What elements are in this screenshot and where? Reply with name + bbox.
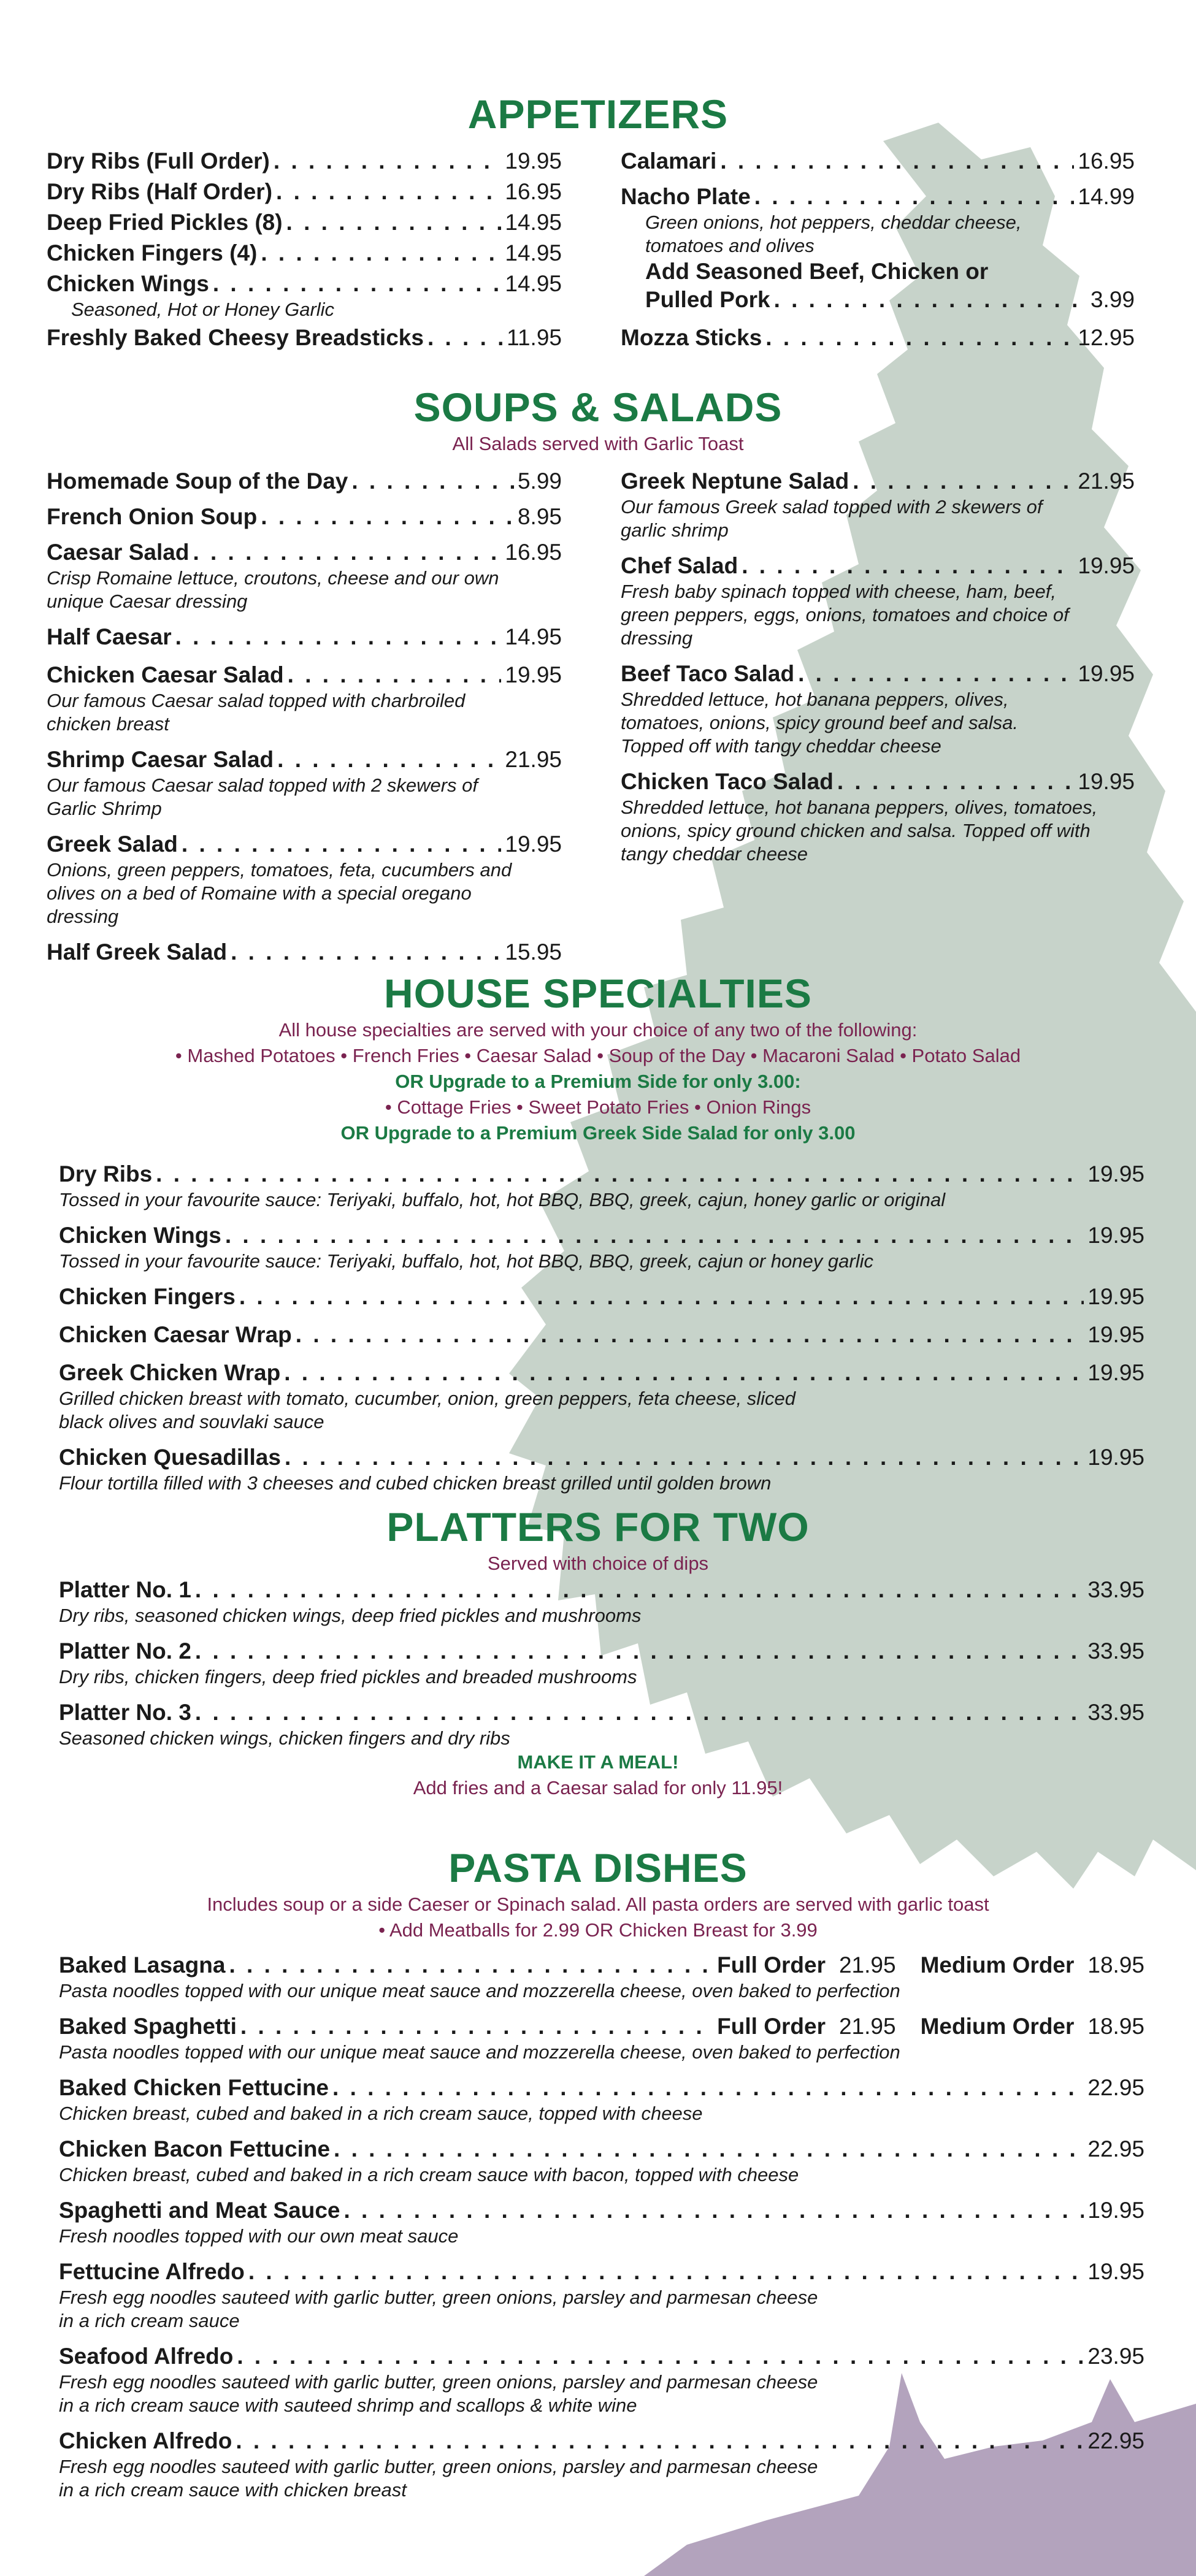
item-name: Chicken Taco Salad bbox=[621, 769, 834, 794]
item-price: 19.95 bbox=[1078, 769, 1135, 794]
meal-upgrade-title: MAKE IT A MEAL! bbox=[517, 1751, 679, 1773]
item-name: Dry Ribs bbox=[59, 1161, 153, 1187]
menu-item bbox=[47, 746, 562, 820]
item-price: 33.95 bbox=[1087, 1638, 1144, 1664]
item-price: 19.95 bbox=[1087, 2198, 1144, 2223]
appetizers-heading: APPETIZERS bbox=[467, 91, 729, 137]
item-price: 19.95 bbox=[505, 662, 562, 687]
item-price: 19.95 bbox=[1087, 1161, 1144, 1187]
menu-item bbox=[59, 1576, 1144, 1627]
full-order-label: Full Order bbox=[717, 2014, 826, 2039]
addon-line: Pulled Pork bbox=[645, 287, 770, 312]
house-sides-intro: All house specialties are served with your choice of any two of the following: bbox=[278, 1019, 918, 1041]
item-price: 5.99 bbox=[517, 468, 562, 494]
item-price: 22.95 bbox=[1087, 2428, 1144, 2453]
menu-item bbox=[47, 147, 562, 175]
addon-price: 3.99 bbox=[1090, 287, 1135, 312]
item-description: Dry ribs, chicken fingers, deep fried pickles and breaded mushrooms bbox=[59, 1666, 637, 1687]
menu-item bbox=[47, 623, 562, 651]
menu-item bbox=[621, 552, 1135, 650]
item-price: 19.95 bbox=[1087, 1223, 1144, 1248]
platters-list bbox=[59, 1576, 1144, 1760]
item-name: Greek Salad bbox=[47, 831, 178, 857]
menu-item bbox=[59, 1637, 1144, 1689]
pasta-heading: PASTA DISHES bbox=[448, 1845, 748, 1890]
menu-item bbox=[59, 1321, 1144, 1349]
appetizers-right-column bbox=[621, 147, 1135, 362]
medium-order-price: 18.95 bbox=[1087, 1952, 1144, 1978]
item-description: Seasoned chicken wings, chicken fingers and dry ribs bbox=[59, 1727, 510, 1749]
item-description: Fresh noodles topped with our own meat sauce bbox=[59, 2225, 459, 2247]
menu-item bbox=[621, 660, 1135, 758]
full-order-price: 21.95 bbox=[838, 1952, 896, 1978]
item-description: Grilled chicken breast with tomato, cucumber, onion, green peppers, feta cheese, sliced black olives and souvlaki sauce bbox=[59, 1388, 796, 1432]
menu-item bbox=[47, 538, 562, 613]
item-name: Chicken Bacon Fettucine bbox=[59, 2136, 331, 2161]
menu-item bbox=[47, 178, 562, 206]
item-name: Caesar Salad bbox=[47, 540, 190, 565]
item-price: 14.99 bbox=[1078, 184, 1135, 209]
menu-item bbox=[59, 2342, 1144, 2417]
item-price: 19.95 bbox=[1078, 661, 1135, 686]
item-price: 19.95 bbox=[1087, 1445, 1144, 1470]
item-name: Greek Chicken Wrap bbox=[59, 1360, 281, 1385]
item-name: Freshly Baked Cheesy Breadsticks bbox=[47, 325, 424, 350]
item-price: 21.95 bbox=[505, 747, 562, 772]
full-order-label: Full Order bbox=[717, 1952, 826, 1978]
item-price: 16.95 bbox=[505, 179, 562, 204]
item-description: Our famous Caesar salad topped with charbroiled chicken breast bbox=[47, 690, 466, 735]
house-greek-upgrade: OR Upgrade to a Premium Greek Side Salad for only 3.00 bbox=[340, 1122, 856, 1144]
soups-left-column bbox=[47, 467, 562, 976]
item-price: 22.95 bbox=[1087, 2075, 1144, 2100]
item-name: Shrimp Caesar Salad bbox=[47, 747, 274, 772]
item-description: Our famous Greek salad topped with 2 skewers of garlic shrimp bbox=[621, 496, 1043, 541]
item-price: 19.95 bbox=[505, 831, 562, 857]
menu-item bbox=[59, 1160, 1144, 1212]
menu-item bbox=[47, 270, 562, 321]
item-description: Fresh egg noodles sauteed with garlic butter, green onions, parsley and parmesan cheese in a rich cream sauce with chicken breast bbox=[59, 2456, 818, 2501]
item-name: Chicken Caesar Salad bbox=[47, 662, 284, 687]
item-price: 19.95 bbox=[1087, 2259, 1144, 2284]
item-name: Calamari bbox=[621, 148, 717, 174]
item-name: Half Caesar bbox=[47, 624, 172, 649]
item-name: Spaghetti and Meat Sauce bbox=[59, 2198, 340, 2223]
item-price: 19.95 bbox=[1087, 1322, 1144, 1347]
menu-item bbox=[621, 324, 1135, 352]
item-name: Beef Taco Salad bbox=[621, 661, 795, 686]
item-name: Half Greek Salad bbox=[47, 939, 228, 965]
menu-item bbox=[47, 938, 562, 966]
item-description: Onions, green peppers, tomatoes, feta, cucumbers and olives on a bed of Romaine with a special oregano dressing bbox=[47, 859, 512, 927]
item-name: Platter No. 3 bbox=[59, 1700, 191, 1725]
item-name: Platter No. 1 bbox=[59, 1577, 191, 1602]
menu-item bbox=[621, 147, 1135, 175]
house-premium-upgrade: OR Upgrade to a Premium Side for only 3.00: bbox=[395, 1071, 801, 1092]
item-price: 19.95 bbox=[505, 148, 562, 174]
house-specialties-heading: HOUSE SPECIALTIES bbox=[384, 971, 812, 1016]
item-name: Dry Ribs (Full Order) bbox=[47, 148, 270, 174]
meal-upgrade-text: Add fries and a Caesar salad for only 11.95! bbox=[413, 1777, 783, 1798]
item-name: Fettucine Alfredo bbox=[59, 2259, 245, 2284]
menu-item bbox=[59, 2135, 1144, 2187]
addon-line: Add Seasoned Beef, Chicken or bbox=[645, 259, 989, 284]
item-name: Homemade Soup of the Day bbox=[47, 468, 348, 494]
item-price: 12.95 bbox=[1078, 325, 1135, 350]
item-price: 14.95 bbox=[505, 271, 562, 296]
item-name: French Onion Soup bbox=[47, 504, 258, 529]
item-description: Crisp Romaine lettuce, croutons, cheese and our own unique Caesar dressing bbox=[47, 567, 499, 612]
item-description: Chicken breast, cubed and baked in a rich cream sauce, topped with cheese bbox=[59, 2103, 703, 2124]
soups-salads-heading: SOUPS & SALADS bbox=[413, 384, 783, 430]
menu-item bbox=[59, 1283, 1144, 1311]
pasta-list bbox=[59, 1951, 1144, 2512]
item-description: Our famous Caesar salad topped with 2 skewers of Garlic Shrimp bbox=[47, 774, 478, 819]
appetizers-left-column bbox=[47, 147, 562, 362]
item-name: Mozza Sticks bbox=[621, 325, 762, 350]
item-description: Fresh egg noodles sauteed with garlic butter, green onions, parsley and parmesan cheese in a rich cream sauce with sauteed shrimp and scallops & white wine bbox=[59, 2371, 818, 2416]
menu-item bbox=[621, 183, 1135, 314]
item-description: Shredded lettuce, hot banana peppers, olives, tomatoes, onions, spicy ground beef and salsa. Topped off with tangy cheddar cheese bbox=[621, 689, 1018, 757]
item-description: Pasta noodles topped with our unique meat sauce and mozzerella cheese, oven baked to perfection bbox=[59, 2041, 900, 2063]
item-name: Chicken Wings bbox=[59, 1223, 221, 1248]
item-name: Platter No. 2 bbox=[59, 1638, 191, 1664]
menu-item bbox=[59, 2258, 1144, 2333]
soups-right-column bbox=[621, 467, 1135, 876]
item-name: Greek Neptune Salad bbox=[621, 468, 849, 494]
pasta-addons: • Add Meatballs for 2.99 OR Chicken Breast for 3.99 bbox=[378, 1919, 818, 1941]
item-price: 8.95 bbox=[517, 504, 562, 529]
item-description: Fresh egg noodles sauteed with garlic butter, green onions, parsley and parmesan cheese in a rich cream sauce bbox=[59, 2287, 818, 2331]
item-price: 33.95 bbox=[1087, 1700, 1144, 1725]
item-price: 16.95 bbox=[505, 540, 562, 565]
menu-item bbox=[59, 1221, 1144, 1273]
item-name: Baked Spaghetti bbox=[59, 2014, 237, 2039]
item-description: Chicken breast, cubed and baked in a rich cream sauce with bacon, topped with cheese bbox=[59, 2164, 799, 2185]
item-price: 22.95 bbox=[1087, 2136, 1144, 2161]
item-name: Deep Fried Pickles (8) bbox=[47, 210, 283, 235]
menu-item bbox=[59, 2074, 1144, 2125]
item-note: Seasoned, Hot or Honey Garlic bbox=[71, 299, 335, 320]
menu-item bbox=[621, 768, 1135, 866]
addon-block bbox=[621, 258, 1135, 314]
item-name: Seafood Alfredo bbox=[59, 2344, 234, 2369]
pasta-intro: Includes soup or a side Caeser or Spinach salad. All pasta orders are served with garlic toast bbox=[207, 1894, 989, 1915]
menu-item bbox=[59, 2012, 1144, 2064]
house-specialties-list bbox=[59, 1160, 1144, 1505]
item-name: Baked Lasagna bbox=[59, 1952, 226, 1978]
soups-salads-subtitle: All Salads served with Garlic Toast bbox=[452, 433, 744, 454]
menu-item bbox=[59, 2196, 1144, 2248]
item-name: Chef Salad bbox=[621, 553, 738, 578]
item-name: Chicken Fingers bbox=[59, 1284, 236, 1309]
platters-subtitle: Served with choice of dips bbox=[487, 1553, 709, 1574]
item-description: Shredded lettuce, hot banana peppers, olives, tomatoes, onions, spicy ground chicken and salsa. Topped off with tangy cheddar cheese bbox=[621, 797, 1098, 865]
menu-item bbox=[47, 467, 562, 495]
menu-item bbox=[59, 1951, 1144, 2003]
menu-item bbox=[59, 2427, 1144, 2502]
menu-item bbox=[621, 467, 1135, 542]
menu-item bbox=[47, 661, 562, 736]
item-price: 19.95 bbox=[1078, 553, 1135, 578]
item-price: 14.95 bbox=[505, 240, 562, 266]
item-price: 15.95 bbox=[505, 939, 562, 965]
item-name: Baked Chicken Fettucine bbox=[59, 2075, 329, 2100]
menu-item bbox=[47, 830, 562, 928]
item-name: Dry Ribs (Half Order) bbox=[47, 179, 273, 204]
item-name: Nacho Plate bbox=[621, 184, 751, 209]
item-description: Tossed in your favourite sauce: Teriyaki, buffalo, hot, hot BBQ, BBQ, greek, cajun, honey garlic or original bbox=[59, 1189, 946, 1210]
item-price: 14.95 bbox=[505, 210, 562, 235]
menu-item bbox=[47, 208, 562, 237]
item-name: Chicken Caesar Wrap bbox=[59, 1322, 292, 1347]
menu-item bbox=[47, 503, 562, 531]
house-sides-list: • Mashed Potatoes • French Fries • Caesar Salad • Soup of the Day • Macaroni Salad • Potato Salad bbox=[175, 1045, 1021, 1066]
item-price: 11.95 bbox=[507, 325, 562, 350]
item-description: Dry ribs, seasoned chicken wings, deep fried pickles and mushrooms bbox=[59, 1605, 642, 1626]
menu-item bbox=[59, 1699, 1144, 1750]
menu-item bbox=[47, 239, 562, 267]
item-name: Chicken Fingers (4) bbox=[47, 240, 258, 266]
item-description: Tossed in your favourite sauce: Teriyaki, buffalo, hot, hot BBQ, BBQ, greek, cajun or honey garlic bbox=[59, 1250, 873, 1272]
platters-heading: PLATTERS FOR TWO bbox=[386, 1504, 810, 1550]
house-premium-sides: • Cottage Fries • Sweet Potato Fries • Onion Rings bbox=[385, 1096, 811, 1118]
item-price: 19.95 bbox=[1087, 1360, 1144, 1385]
item-price: 23.95 bbox=[1087, 2344, 1144, 2369]
menu-item bbox=[59, 1359, 1144, 1434]
item-name: Chicken Quesadillas bbox=[59, 1445, 281, 1470]
item-note: Green onions, hot peppers, cheddar cheese, tomatoes and olives bbox=[645, 212, 1022, 256]
item-price: 33.95 bbox=[1087, 1577, 1144, 1602]
medium-order-price: 18.95 bbox=[1087, 2014, 1144, 2039]
medium-order-label: Medium Order bbox=[920, 1952, 1075, 1978]
item-description: Pasta noodles topped with our unique meat sauce and mozzerella cheese, oven baked to perfection bbox=[59, 1980, 900, 2001]
item-name: Chicken Wings bbox=[47, 271, 209, 296]
item-price: 19.95 bbox=[1087, 1284, 1144, 1309]
menu-item bbox=[47, 324, 562, 352]
full-order-price: 21.95 bbox=[838, 2014, 896, 2039]
item-price: 14.95 bbox=[505, 624, 562, 649]
item-description: Flour tortilla filled with 3 cheeses and cubed chicken breast grilled until golden brown bbox=[59, 1472, 772, 1494]
medium-order-label: Medium Order bbox=[920, 2014, 1075, 2039]
item-description: Fresh baby spinach topped with cheese, ham, beef, green peppers, eggs, onions, tomatoes and choice of dressing bbox=[621, 581, 1069, 649]
menu-item bbox=[59, 1443, 1144, 1495]
item-price: 21.95 bbox=[1078, 468, 1135, 494]
item-name: Chicken Alfredo bbox=[59, 2428, 232, 2453]
item-price: 16.95 bbox=[1078, 148, 1135, 174]
